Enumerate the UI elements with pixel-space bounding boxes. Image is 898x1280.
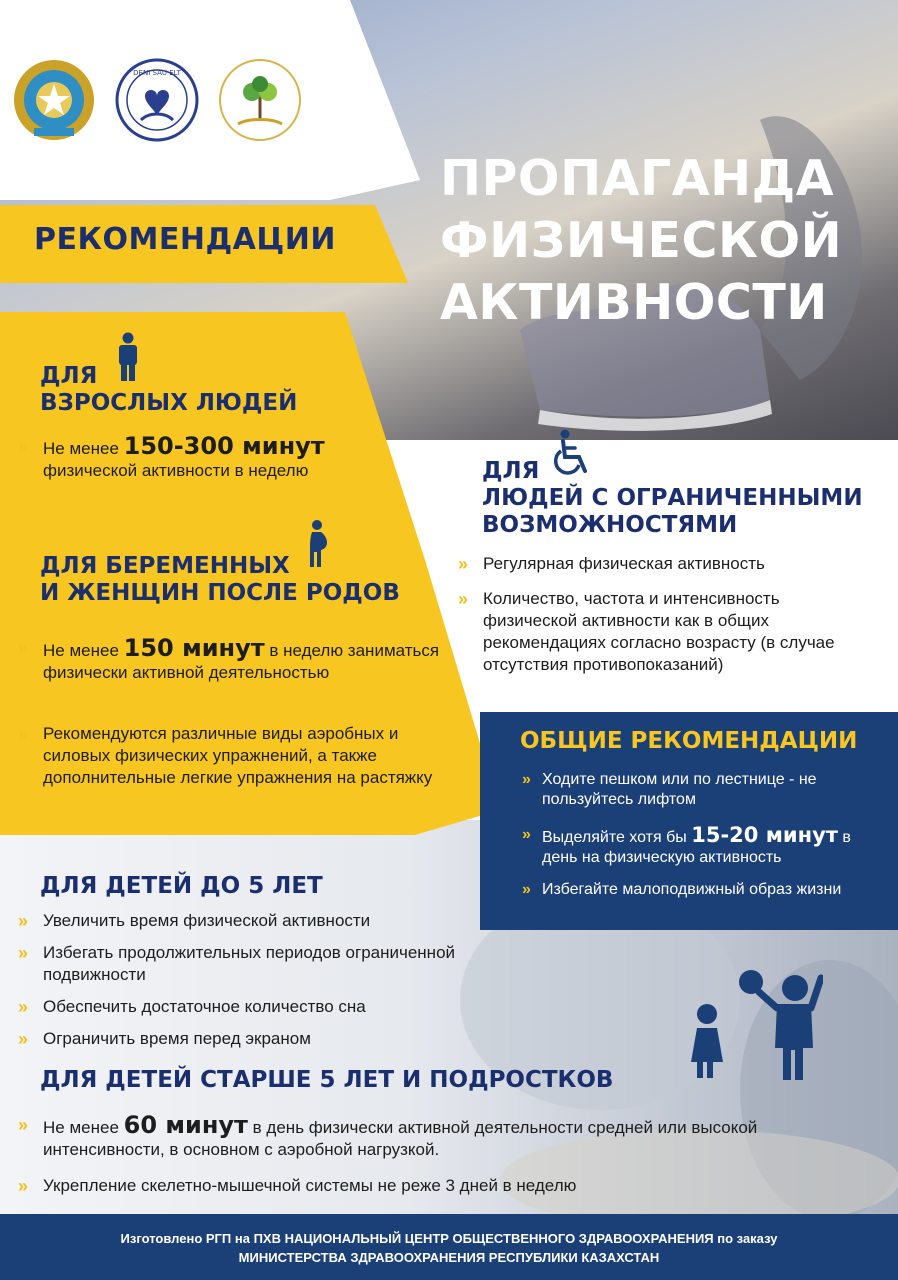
footer-line-2: МИНИСТЕРСТВА ЗДРАВООХРАНЕНИЯ РЕСПУБЛИКИ КАЗАХСТАН (238, 1250, 660, 1265)
kids-under5-bullet-2 (18, 942, 488, 986)
chevron-bullet-icon: » (18, 638, 26, 658)
chevron-bullet-icon: » (458, 554, 466, 574)
general-bullet-3-text: Избегайте малоподвижный образ жизни (542, 881, 842, 898)
pregnant-heading-line-1: ДЛЯ БЕРЕМЕННЫХ (40, 553, 290, 579)
pregnant-bullet-1 (18, 634, 440, 684)
disabled-bullet-2 (458, 588, 878, 676)
pregnant-bullet-2 (18, 723, 444, 789)
title-line-3: АКТИВНОСТИ (440, 274, 828, 331)
general-bullet-2-post: в день на физическую активность (542, 829, 851, 866)
chevron-bullet-icon: » (522, 881, 528, 898)
pregnant-bullet-1-minutes: 150 минут (123, 634, 265, 662)
deni-sau-caption: DENI SAU ELT (133, 69, 181, 77)
pregnant-bullet-1-pre: Не менее (43, 641, 124, 660)
general-bullet-1-text: Ходите пешком или по лестнице - не пользуйтесь лифтом (542, 771, 817, 808)
chevron-bullet-icon: » (522, 826, 528, 843)
adults-bullet (18, 432, 368, 482)
kids-over5-bullet-1 (18, 1111, 870, 1161)
pregnant-heading-line-2: И ЖЕНЩИН ПОСЛЕ РОДОВ (40, 580, 400, 606)
footer (0, 1214, 898, 1280)
kids-under5-bullet-4 (18, 1028, 488, 1050)
kids-over5-bullet-1-minutes: 60 минут (123, 1111, 248, 1139)
kids-over5-bullet-2 (18, 1175, 870, 1197)
chevron-bullet-icon: » (18, 997, 26, 1017)
recommendations-label: РЕКОМЕНДАЦИИ (34, 222, 336, 257)
chevron-bullet-icon: » (18, 1029, 26, 1049)
disabled-heading-line-2: ЛЮДЕЙ С ОГРАНИЧЕННЫМИ (482, 485, 863, 511)
disabled-bullet-1 (458, 553, 878, 575)
disabled-heading-line-3: ВОЗМОЖНОСТЯМИ (482, 512, 738, 538)
kids-over5-heading: ДЛЯ ДЕТЕЙ СТАРШЕ 5 ЛЕТ И ПОДРОСТКОВ (40, 1067, 614, 1093)
kids-over5-bullet-1-pre: Не менее (43, 1118, 124, 1137)
deni-sau-el-emblem (115, 58, 199, 142)
kids-under5-bullet-3 (18, 996, 488, 1018)
kids-under5-bullet-1-text: Увеличить время физической активности (43, 911, 371, 930)
general-heading: ОБЩИЕ РЕКОМЕНДАЦИИ (520, 728, 858, 754)
adults-bullet-minutes: 150-300 минут (123, 432, 325, 460)
chevron-bullet-icon: » (18, 943, 26, 963)
title-line-2: ФИЗИЧЕСКОЙ (440, 212, 843, 269)
general-bullet-2-minutes: 15-20 минут (691, 823, 838, 847)
kids-over5-bullet-1-post: в день физически активной деятельности средней или высокой интенсивности, в основном с аэробной нагрузкой. (43, 1118, 758, 1159)
kids-under5-heading: ДЛЯ ДЕТЕЙ ДО 5 ЛЕТ (40, 873, 323, 899)
pregnant-bullet-2-text: Рекомендуются различные виды аэробных и силовых физических упражнений, а также дополнительные легкие упражнения на растяжку (43, 724, 433, 787)
kids-under5-bullet-1 (18, 910, 488, 932)
adults-bullet-pre: Не менее (43, 439, 124, 458)
general-bullet-3 (522, 880, 872, 900)
general-bullet-1 (522, 770, 872, 810)
disabled-heading-line-1: ДЛЯ (482, 458, 540, 484)
chevron-bullet-icon: » (18, 1115, 26, 1135)
chevron-bullet-icon: » (18, 436, 26, 456)
general-bullet-2-pre: Выделяйте хотя бы (542, 829, 692, 846)
kids-under5-bullet-2-text: Избегать продолжительных периодов ограниченной подвижности (43, 943, 456, 984)
adults-heading (40, 363, 297, 417)
kazakhstan-emblem (12, 58, 96, 142)
kids-under5-bullet-3-text: Обеспечить достаточное количество сна (43, 997, 366, 1016)
disabled-bullet-1-text: Регулярная физическая активность (483, 554, 765, 573)
title-line-1: ПРОПАГАНДА (440, 150, 835, 207)
chevron-bullet-icon: » (18, 724, 26, 744)
chevron-bullet-icon: » (18, 1176, 26, 1196)
chevron-bullet-icon: » (18, 911, 26, 931)
kids-under5-bullet-4-text: Ограничить время перед экраном (43, 1029, 311, 1048)
chevron-bullet-icon: » (522, 771, 528, 788)
general-bullet-2 (522, 825, 872, 868)
pregnant-bullet-1-post: в неделю заниматься физически активной деятельностью (43, 641, 440, 682)
chevron-bullet-icon: » (458, 589, 466, 609)
children-figures-icon (683, 968, 823, 1080)
adults-bullet-post: физической активности в неделю (43, 461, 309, 480)
kids-over5-bullet-2-text: Укрепление скелетно-мышечной системы не реже 3 дней в неделю (43, 1176, 577, 1195)
poster-title (440, 148, 880, 334)
adults-heading-line-2: ВЗРОСЛЫХ ЛЮДЕЙ (40, 390, 298, 416)
healthy-lifestyle-emblem (218, 58, 302, 142)
footer-line-1: Изготовлено РГП на ПХВ НАЦИОНАЛЬНЫЙ ЦЕНТР ОБЩЕСТВЕННОГО ЗДРАВООХРАНЕНИЯ по заказу (120, 1231, 778, 1246)
pregnant-heading (40, 553, 400, 607)
disabled-heading (482, 458, 863, 539)
adults-heading-line-1: ДЛЯ (40, 363, 98, 389)
disabled-bullet-2-text: Количество, частота и интенсивность физической активности как в общих рекомендациях согласно возрасту (в случае отсутствия противопоказаний) (483, 589, 835, 674)
